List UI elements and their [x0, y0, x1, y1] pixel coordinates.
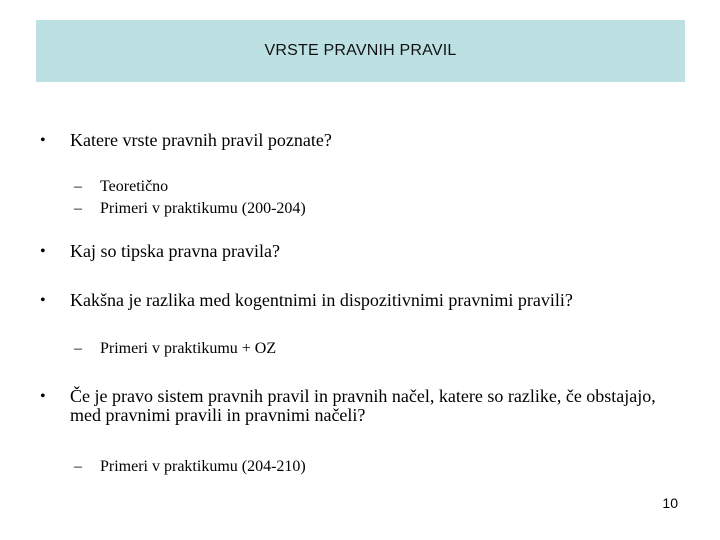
- bullet-item-4: [40, 387, 680, 425]
- sub-item-text: Teoretično: [100, 178, 169, 195]
- sub-item-text: Primeri v praktikumu (204-210): [100, 458, 306, 475]
- sub-item: [74, 338, 276, 359]
- bullet-icon: •: [40, 132, 46, 149]
- title-bar: [36, 20, 685, 82]
- slide-title: VRSTE PRAVNIH PRAVIL: [264, 42, 457, 59]
- sub-item-text: Primeri v praktikumu (200-204): [100, 200, 306, 217]
- bullet-item-1: [40, 131, 680, 150]
- sub-item: [74, 198, 306, 219]
- sub-item-text: Primeri v praktikumu + OZ: [100, 340, 277, 357]
- dash-icon: –: [74, 340, 82, 357]
- bullet-icon: •: [40, 292, 46, 309]
- bullet-text: Kaj so tipska pravna pravila?: [70, 241, 280, 261]
- bullet-text: Kakšna je razlika med kogentnimi in dispozitivnimi pravnimi pravili?: [70, 290, 573, 310]
- bullet-icon: •: [40, 388, 46, 405]
- sub-item: [74, 176, 168, 197]
- bullet-item-3: [40, 291, 680, 310]
- dash-icon: –: [74, 458, 82, 475]
- bullet-text: Če je pravo sistem pravnih pravil in pravnih načel, katere so razlike, če obstajajo, med pravnimi pravili in pravnimi načeli?: [70, 386, 656, 425]
- bullet-item-2: [40, 242, 680, 261]
- dash-icon: –: [74, 200, 82, 217]
- sub-item: [74, 456, 306, 477]
- bullet-icon: •: [40, 243, 46, 260]
- dash-icon: –: [74, 178, 82, 195]
- bullet-text: Katere vrste pravnih pravil poznate?: [70, 130, 332, 150]
- page-number: 10: [662, 495, 678, 511]
